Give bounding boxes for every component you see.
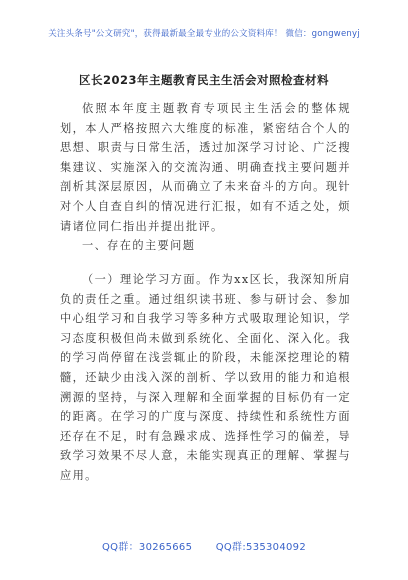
document-title: 区长2023年主题教育民主生活会对照检查材料 bbox=[78, 73, 329, 87]
intro-paragraph: 依照本年度主题教育专项民主生活会的整体规划，本人严格按照六大维度的标准，紧密结合个人的思想、职责与日常生活，透过加深学习讨论、广泛搜集建议、实施深入的交流沟通、明确查找主要问题并剖析其深层原因，从而确立了未来奋斗的方向。现针对个人自查自纠的情况进行汇报，如有不适之处，烦请诸位同仁指出并提出批评。 bbox=[60, 102, 351, 233]
qq-group-1: QQ群：30265665 bbox=[101, 542, 193, 553]
section-heading: 一、存在的主要问题 bbox=[82, 239, 196, 252]
section-paragraph: （一）理论学习方面。作为xx区长，我深知所肩负的责任之重。通过组织读书班、参与研讨会、参加中心组学习和自我学习等多种方式吸取理论知识，学习态度积极但尚未做到系统化、全面化、深入化。我的学习尚停留在浅尝辄止的阶段，未能深挖理论的精髓，还缺少由浅入深的剖析、学以致用的能力和追根溯源的坚持，与深入理解和全面掌握的目标仍有一定的距离。在学习的广度与深度、持续性和系统性方面还存在不足，时有急躁求成、选择性学习的偏差，导致学习效果不尽人意，未能实现真正的理解、掌握与应用。 bbox=[60, 273, 351, 482]
promo-banner: 关注头条号"公文研究"，获得最新最全最专业的公文资料库！ 微信：gongwenyj bbox=[48, 29, 360, 39]
qq-group-2: QQ群:535304092 bbox=[215, 542, 306, 553]
footer-banner bbox=[0, 538, 408, 553]
